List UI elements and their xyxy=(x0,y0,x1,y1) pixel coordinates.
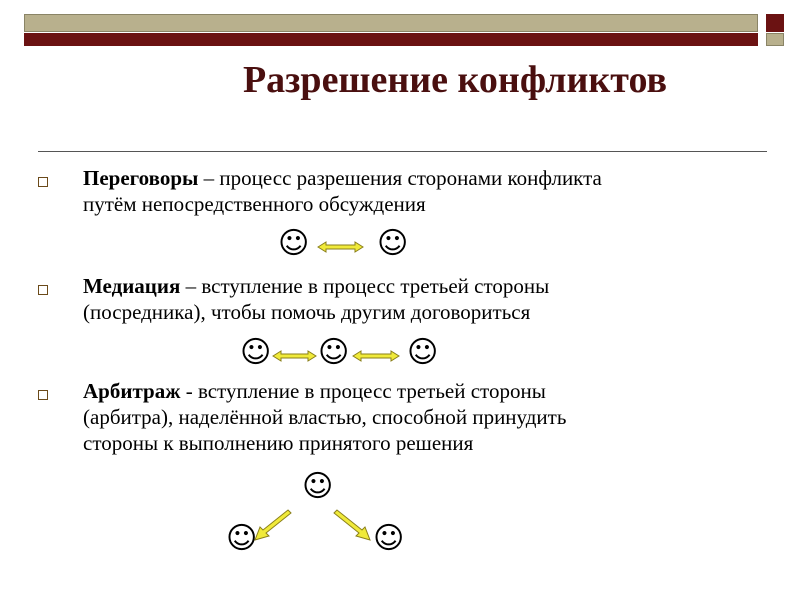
item-text: вступление в процесс третьей стороны xyxy=(197,379,546,403)
item-text: вступление в процесс третьей стороны xyxy=(201,274,550,298)
item-separator: - xyxy=(180,379,198,403)
down-left-arrow-icon xyxy=(255,510,291,540)
smiley-icon: ☺ xyxy=(318,335,350,370)
smiley-icon: ☺ xyxy=(240,335,272,370)
item-term: Переговоры xyxy=(83,166,199,190)
item-separator: – xyxy=(198,166,220,190)
item-term: Медиация xyxy=(83,274,181,298)
item-term: Арбитраж xyxy=(83,379,181,403)
item-separator: – xyxy=(180,274,202,298)
double-arrow-icon xyxy=(273,351,316,361)
item-text: процесс разрешения сторонами конфликта xyxy=(219,166,602,190)
smiley-icon: ☺ xyxy=(407,335,439,370)
smiley-icon: ☺ xyxy=(302,469,334,504)
double-arrow-icon xyxy=(353,351,399,361)
smiley-icon: ☺ xyxy=(373,521,405,556)
double-arrow-icon xyxy=(318,242,363,252)
down-right-arrow-icon xyxy=(334,510,370,540)
item-line: (посредника), чтобы помочь другим договориться xyxy=(83,300,531,324)
item-line: путём непосредственного обсуждения xyxy=(83,192,426,216)
item-line: (арбитра), наделённой властью, способной принудить xyxy=(83,405,567,429)
smiley-icon: ☺ xyxy=(377,226,409,261)
item-line: стороны к выполнению принятого решения xyxy=(83,431,474,455)
slide-title: Разрешение конфликтов xyxy=(242,59,668,101)
smiley-icon: ☺ xyxy=(226,521,258,556)
smiley-icon: ☺ xyxy=(278,226,310,261)
